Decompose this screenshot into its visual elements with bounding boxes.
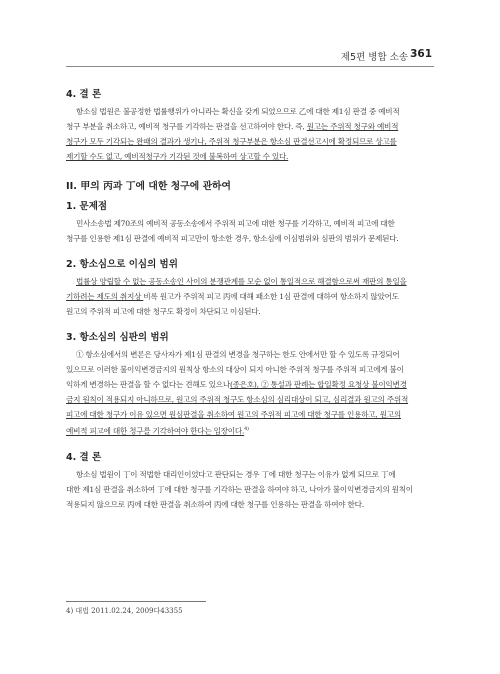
text-line: 민사소송법 제70조의 예비적 공동소송에서 주위적 피고에 대한 청구를 기각하고, 예비적 피고에 대한 bbox=[76, 219, 395, 228]
underlined-text: 원고는 주위적 청구와 예비적 bbox=[306, 122, 399, 131]
section-heading: 1. 문제점 bbox=[66, 201, 108, 212]
text-line: ① 항소심에서의 변론은 당사자가 제1심 판결의 변경을 청구하는 한도 안에서만 할 수 있도록 규정되어 bbox=[76, 350, 400, 359]
section-heading: 2. 항소심으로 이심의 범위 bbox=[66, 259, 178, 270]
text-line bbox=[66, 377, 434, 392]
text-line bbox=[66, 119, 434, 134]
underlined-line: 금지 원칙이 적용되지 아니하므로, 원고의 주위적 청구도 항소심의 심리대상이 되고, 심리결과 원고의 주위적 bbox=[66, 395, 409, 404]
running-header-title: 제5편 병합 소송 bbox=[340, 52, 408, 63]
paragraph bbox=[66, 104, 434, 164]
page-number: 361 bbox=[410, 48, 432, 60]
footnote-rule bbox=[66, 601, 206, 602]
paragraph bbox=[66, 274, 434, 319]
section-heading: 4. 결 론 bbox=[66, 451, 102, 463]
text-span: 익하게 변경하는 판결을 할 수 없다는 견해도 있으나 bbox=[66, 380, 230, 389]
text-line: 항소심 법원은 불공정한 법률행위가 아니라는 확신을 갖게 되었으므로 乙에 대한 제1심 판결 중 예비적 bbox=[76, 107, 400, 116]
page-header bbox=[0, 0, 500, 70]
text-span: 비록 원고가 주위적 피고 丙에 대해 패소한 1심 판결에 대하여 항소하지 않았어도 bbox=[143, 292, 399, 301]
section-appeal-scope bbox=[66, 256, 434, 319]
text-line bbox=[66, 422, 434, 439]
text-line: 항소심 법원이 丁이 적법한 대리인이었다고 판단되는 경우 丁에 대한 청구는 이유가 없게 되므로 丁에 bbox=[76, 469, 396, 479]
section-heading: 3. 항소심의 심판의 범위 bbox=[66, 332, 169, 343]
section-review-scope bbox=[66, 329, 434, 439]
section-issue bbox=[66, 198, 434, 246]
underlined-line: 청구가 모두 기각되는 완패의 결과가 생기나, 주위적 청구부분은 항소심 판결선고시에 확정되므로 상고를 bbox=[66, 137, 397, 146]
paragraph bbox=[66, 347, 434, 439]
text-span: 청구 부분을 취소하고, 예비적 청구를 기각하는 판결을 선고하여야 한다. 즉, bbox=[66, 122, 307, 131]
text-line: 대한 제1심 판결을 취소하여 丁에 대한 청구를 기각하는 판결을 하여야 하고, 나아가 불이익변경금지의 원칙이 bbox=[66, 484, 413, 494]
text-line: 청구를 인용한 제1심 판결에 예비적 피고만이 항소한 경우, 항소심에 이심범위와 심판의 범위가 문제된다. bbox=[66, 234, 399, 243]
underlined-text: 예비적 피고에 대한 청구를 기각하여야 한다는 입장이다. bbox=[66, 426, 245, 436]
paragraph bbox=[66, 216, 434, 246]
footnote-reference[interactable]: 4) bbox=[244, 426, 249, 432]
text-line: 원고의 주위적 피고에 대한 청구도 확정이 차단되고 이심된다. bbox=[66, 307, 261, 316]
section-conclusion-b bbox=[66, 449, 434, 512]
header-rule bbox=[66, 66, 434, 67]
page-body bbox=[66, 86, 434, 522]
section-heading: 4. 결 론 bbox=[66, 89, 102, 100]
footnote: 4) 대법 2011.02.24, 2009다43355 bbox=[66, 607, 183, 615]
text-line bbox=[66, 289, 434, 304]
underlined-line: 제기할 수도 없고, 예비적청구가 기각된 것에 불복하여 상고할 수 있다. bbox=[66, 152, 289, 161]
text-line: 적용되지 않으므로 丙에 대한 판결을 취소하여 丙에 대한 청구를 인용하는 판결을 하여야 한다. bbox=[66, 499, 364, 509]
paragraph bbox=[66, 467, 434, 512]
text-line: 있으므로 이러한 불이익변경금지의 원칙상 항소의 대상이 되지 아니한 주위적 청구를 주위적 피고에게 불이 bbox=[66, 365, 404, 374]
underlined-line: 피고에 대한 청구가 이유 있으면 원심판결을 취소하여 원고의 주위적 피고에 대한 청구를 인용하고, 원고의 bbox=[66, 410, 401, 419]
underlined-text: (종은호), ② 통설과 판례는 합일확정 요청상 불이익변경 bbox=[229, 380, 407, 389]
section-conclusion-a bbox=[66, 86, 434, 164]
underlined-text: 기하려는 제도의 취지상 bbox=[66, 292, 144, 301]
part-heading: II. 甲의 丙과 丁에 대한 청구에 관하여 bbox=[66, 181, 231, 192]
underlined-line: 법률상 양립할 수 없는 공동소송인 사이의 분쟁관계를 모순 없이 통일적으로 해결함으로써 재판의 통일을 bbox=[76, 277, 407, 286]
